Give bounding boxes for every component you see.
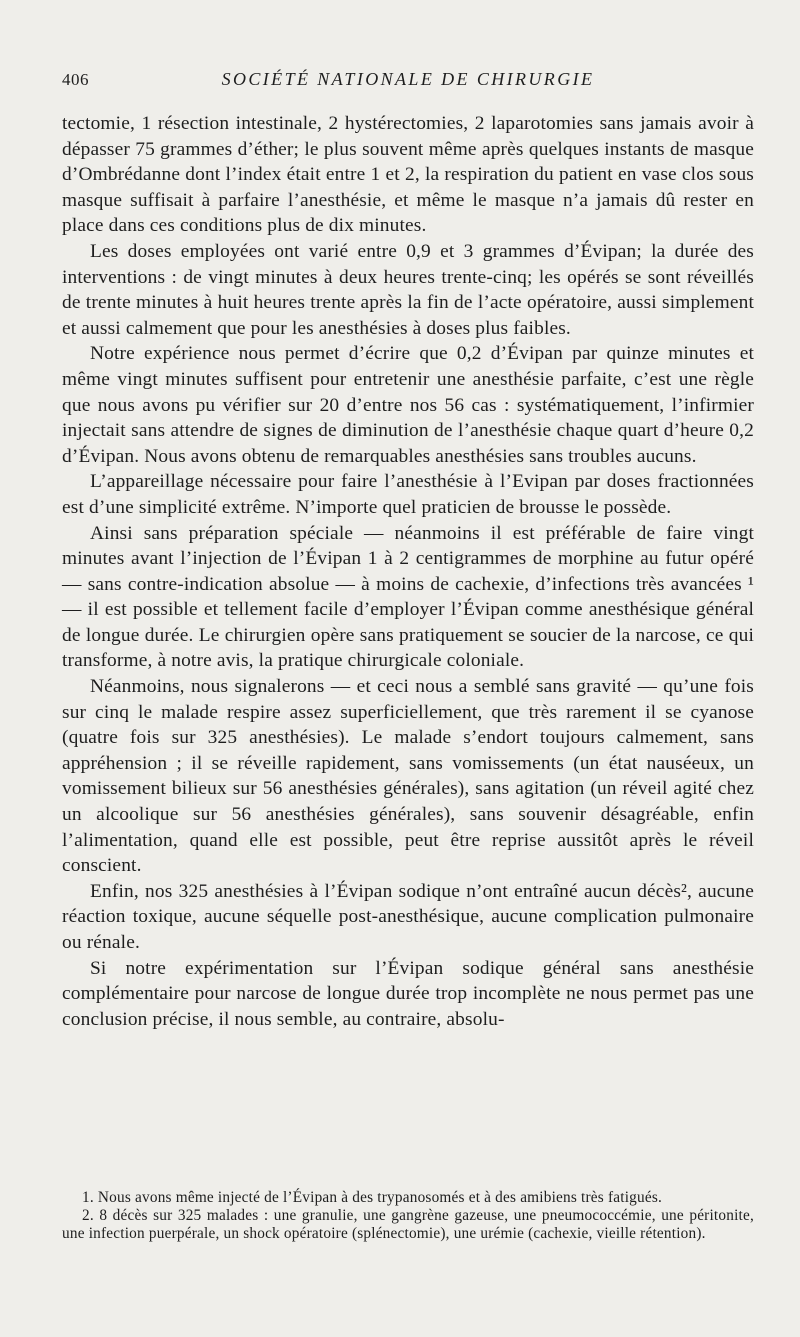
paragraph-continuation: tectomie, 1 résection intestinale, 2 hystérectomies, 2 laparotomies sans jamais avoir à dépasser 75 grammes d’éther; le plus souvent même après quelques instants de masque d’Ombrédanne dont l’index était entre 1 et 2, la respiration du patient en vase clos sous masque suffisait à parfaire l’anesthésie, et même le masque n’a jamais dû rester en place dans ces conditions plus de dix minutes. [62, 113, 754, 237]
footnotes [62, 1189, 754, 1243]
paragraph-observations: Néanmoins, nous signalerons — et ceci nous a semblé sans gravité — qu’une fois sur cinq le malade respire assez superficiellement, que très rarement il se cyanose (quatre fois sur 325 anesthésies). Le malade s’endort toujours calmement, sans appréhension ; il se réveille rapidement, sans vomissements (un état nauséeux, un vomissement bilieux sur 56 anesthésies générales), sans agitation (un réveil agité chez un alcoolique sur 56 anesthésies générales), sans souvenir désagréable, enfin l’alimentation, quand elle est possible, peut être reprise aussitôt après le réveil conscient. [62, 676, 754, 877]
running-title: SOCIÉTÉ NATIONALE DE CHIRURGIE [221, 69, 595, 89]
footnote-1: 1. Nous avons même injecté de l’Évipan à des trypanosomés et à des amibiens très fatigués. [82, 1189, 663, 1206]
paragraph-conclusion: Si notre expérimentation sur l’Évipan sodique général sans anesthésie complémentaire pour narcose de longue durée trop incomplète ne nous permet pas une conclusion précise, il nous semble, au contraire, absolu- [62, 957, 754, 1030]
paragraph-outcomes: Enfin, nos 325 anesthésies à l’Évipan sodique n’ont entraîné aucun décès², aucune réaction toxique, aucune séquelle post-anesthésique, aucune complication pulmonaire ou rénale. [62, 880, 754, 953]
page-number: 406 [62, 70, 89, 89]
paragraph-preparation: Ainsi sans préparation spéciale — néanmoins il est préférable de faire vingt minutes avant l’injection de l’Évipan 1 à 2 centigrammes de morphine au futur opéré — sans contre-indication absolue — à moins de cachexie, d’infections très avancées ¹ — il est possible et tellement facile d’employer l’Évipan comme anesthésique général de longue durée. Le chirurgien opère sans pratiquement se soucier de la narcose, ce qui transforme, à notre avis, la pratique chirurgicale coloniale. [62, 522, 754, 672]
footnote-2: 2. 8 décès sur 325 malades : une granulie, une gangrène gazeuse, une pneumococcémie, une péritonite, une infection puerpérale, un shock opératoire (splénectomie), une urémie (cachexie, vieille rétention). [62, 1207, 754, 1242]
paragraph-doses: Les doses employées ont varié entre 0,9 et 3 grammes d’Évipan; la durée des interventions : de vingt minutes à deux heures trente-cinq; les opérés se sont réveillés de trente minutes à huit heures trente après la fin de l’acte opératoire, aussi simplement et aussi calmement que pour les anesthésies à doses plus faibles. [62, 240, 754, 339]
body-text [62, 111, 754, 1032]
paragraph-experience: Notre expérience nous permet d’écrire que 0,2 d’Évipan par quinze minutes et même vingt minutes suffisent pour entretenir une anesthésie parfaite, c’est une règle que nous avons pu vérifier sur 20 d’entre nos 56 cas : systématiquement, l’infirmier injectait sans attendre de signes de diminution de l’anesthésie chaque quart d’heure 0,2 d’Évipan. Nous avons obtenu de remarquables anesthésies sans troubles aucuns. [62, 343, 754, 467]
page-header [62, 69, 754, 95]
paragraph-equipment: L’appareillage nécessaire pour faire l’anesthésie à l’Evipan par doses fractionnées est d’une simplicité extrême. N’importe quel praticien de brousse le possède. [62, 471, 754, 518]
